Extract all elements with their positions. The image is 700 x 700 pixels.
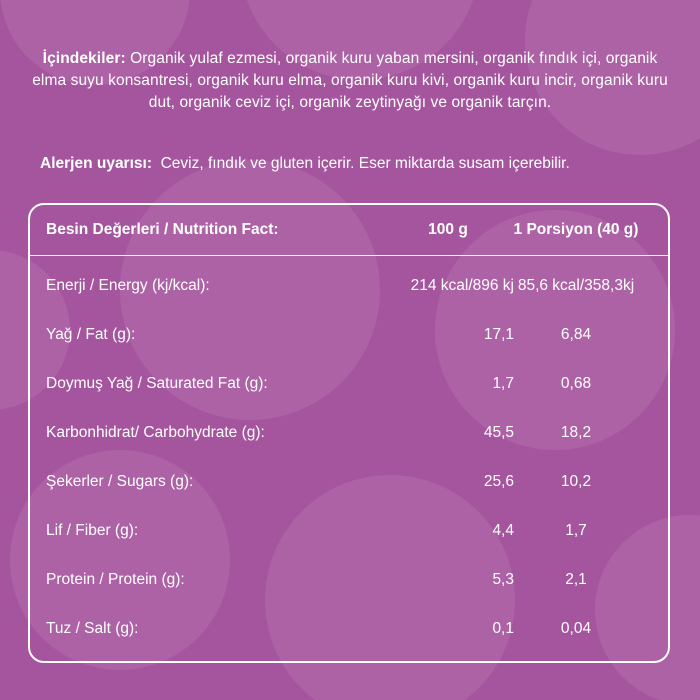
row-portion: 85,6 kcal/358,3kj xyxy=(517,277,635,294)
allergen-warning xyxy=(40,153,680,175)
table-row xyxy=(30,310,668,359)
ingredients-label: İçindekiler: xyxy=(42,50,126,67)
table-row xyxy=(30,506,668,555)
row-per100: 5,3 xyxy=(492,571,514,588)
row-per100: 4,4 xyxy=(492,522,514,539)
table-row xyxy=(30,261,668,310)
nutrition-header-portion: 1 Porsiyon (40 g) xyxy=(513,221,639,238)
row-per100: 17,1 xyxy=(483,326,514,343)
row-portion: 10,2 xyxy=(560,473,592,490)
row-portion: 1,7 xyxy=(565,522,587,539)
ingredients-text xyxy=(30,48,670,114)
table-row xyxy=(30,457,668,506)
table-row xyxy=(30,359,668,408)
row-portion: 6,84 xyxy=(560,326,592,343)
header-divider xyxy=(30,255,668,256)
allergen-text: Ceviz, fındık ve gluten içerir. Eser miktarda susam içerebilir. xyxy=(152,155,570,172)
row-portion: 18,2 xyxy=(560,424,592,441)
row-name: Karbonhidrat/ Carbohydrate (g): xyxy=(46,424,265,441)
row-portion: 2,1 xyxy=(565,571,587,588)
row-per100: 25,6 xyxy=(483,473,514,490)
nutrition-header-per100: 100 g xyxy=(428,221,468,238)
allergen-label: Alerjen uyarısı: xyxy=(40,155,152,172)
nutrition-header-row xyxy=(30,205,668,254)
row-name: Tuz / Salt (g): xyxy=(46,620,139,637)
table-row xyxy=(30,604,668,653)
table-row xyxy=(30,408,668,457)
table-row xyxy=(30,555,668,604)
row-name: Doymuş Yağ / Saturated Fat (g): xyxy=(46,375,268,392)
row-name: Enerji / Energy (kj/kcal): xyxy=(46,277,210,294)
row-portion: 0,68 xyxy=(560,375,592,392)
row-name: Lif / Fiber (g): xyxy=(46,522,139,539)
row-per100: 0,1 xyxy=(492,620,514,637)
row-name: Şekerler / Sugars (g): xyxy=(46,473,194,490)
row-name: Yağ / Fat (g): xyxy=(46,326,136,343)
row-per100: 45,5 xyxy=(483,424,514,441)
ingredients-list: Organik yulaf ezmesi, organik kuru yaban mersini, organik fındık içi, organik elma suyu konsantresi, organik kuru elma, organik kuru kivi, organik kuru incir, organik kuru dut, organik ceviz içi, organik zeytinyağı ve organik tarçın. xyxy=(32,50,668,111)
nutrition-table xyxy=(28,203,670,663)
row-name: Protein / Protein (g): xyxy=(46,571,185,588)
row-per100: 214 kcal/896 kj xyxy=(410,277,514,294)
row-per100: 1,7 xyxy=(492,375,514,392)
row-portion: 0,04 xyxy=(560,620,592,637)
nutrition-header-name: Besin Değerleri / Nutrition Fact: xyxy=(46,221,279,238)
